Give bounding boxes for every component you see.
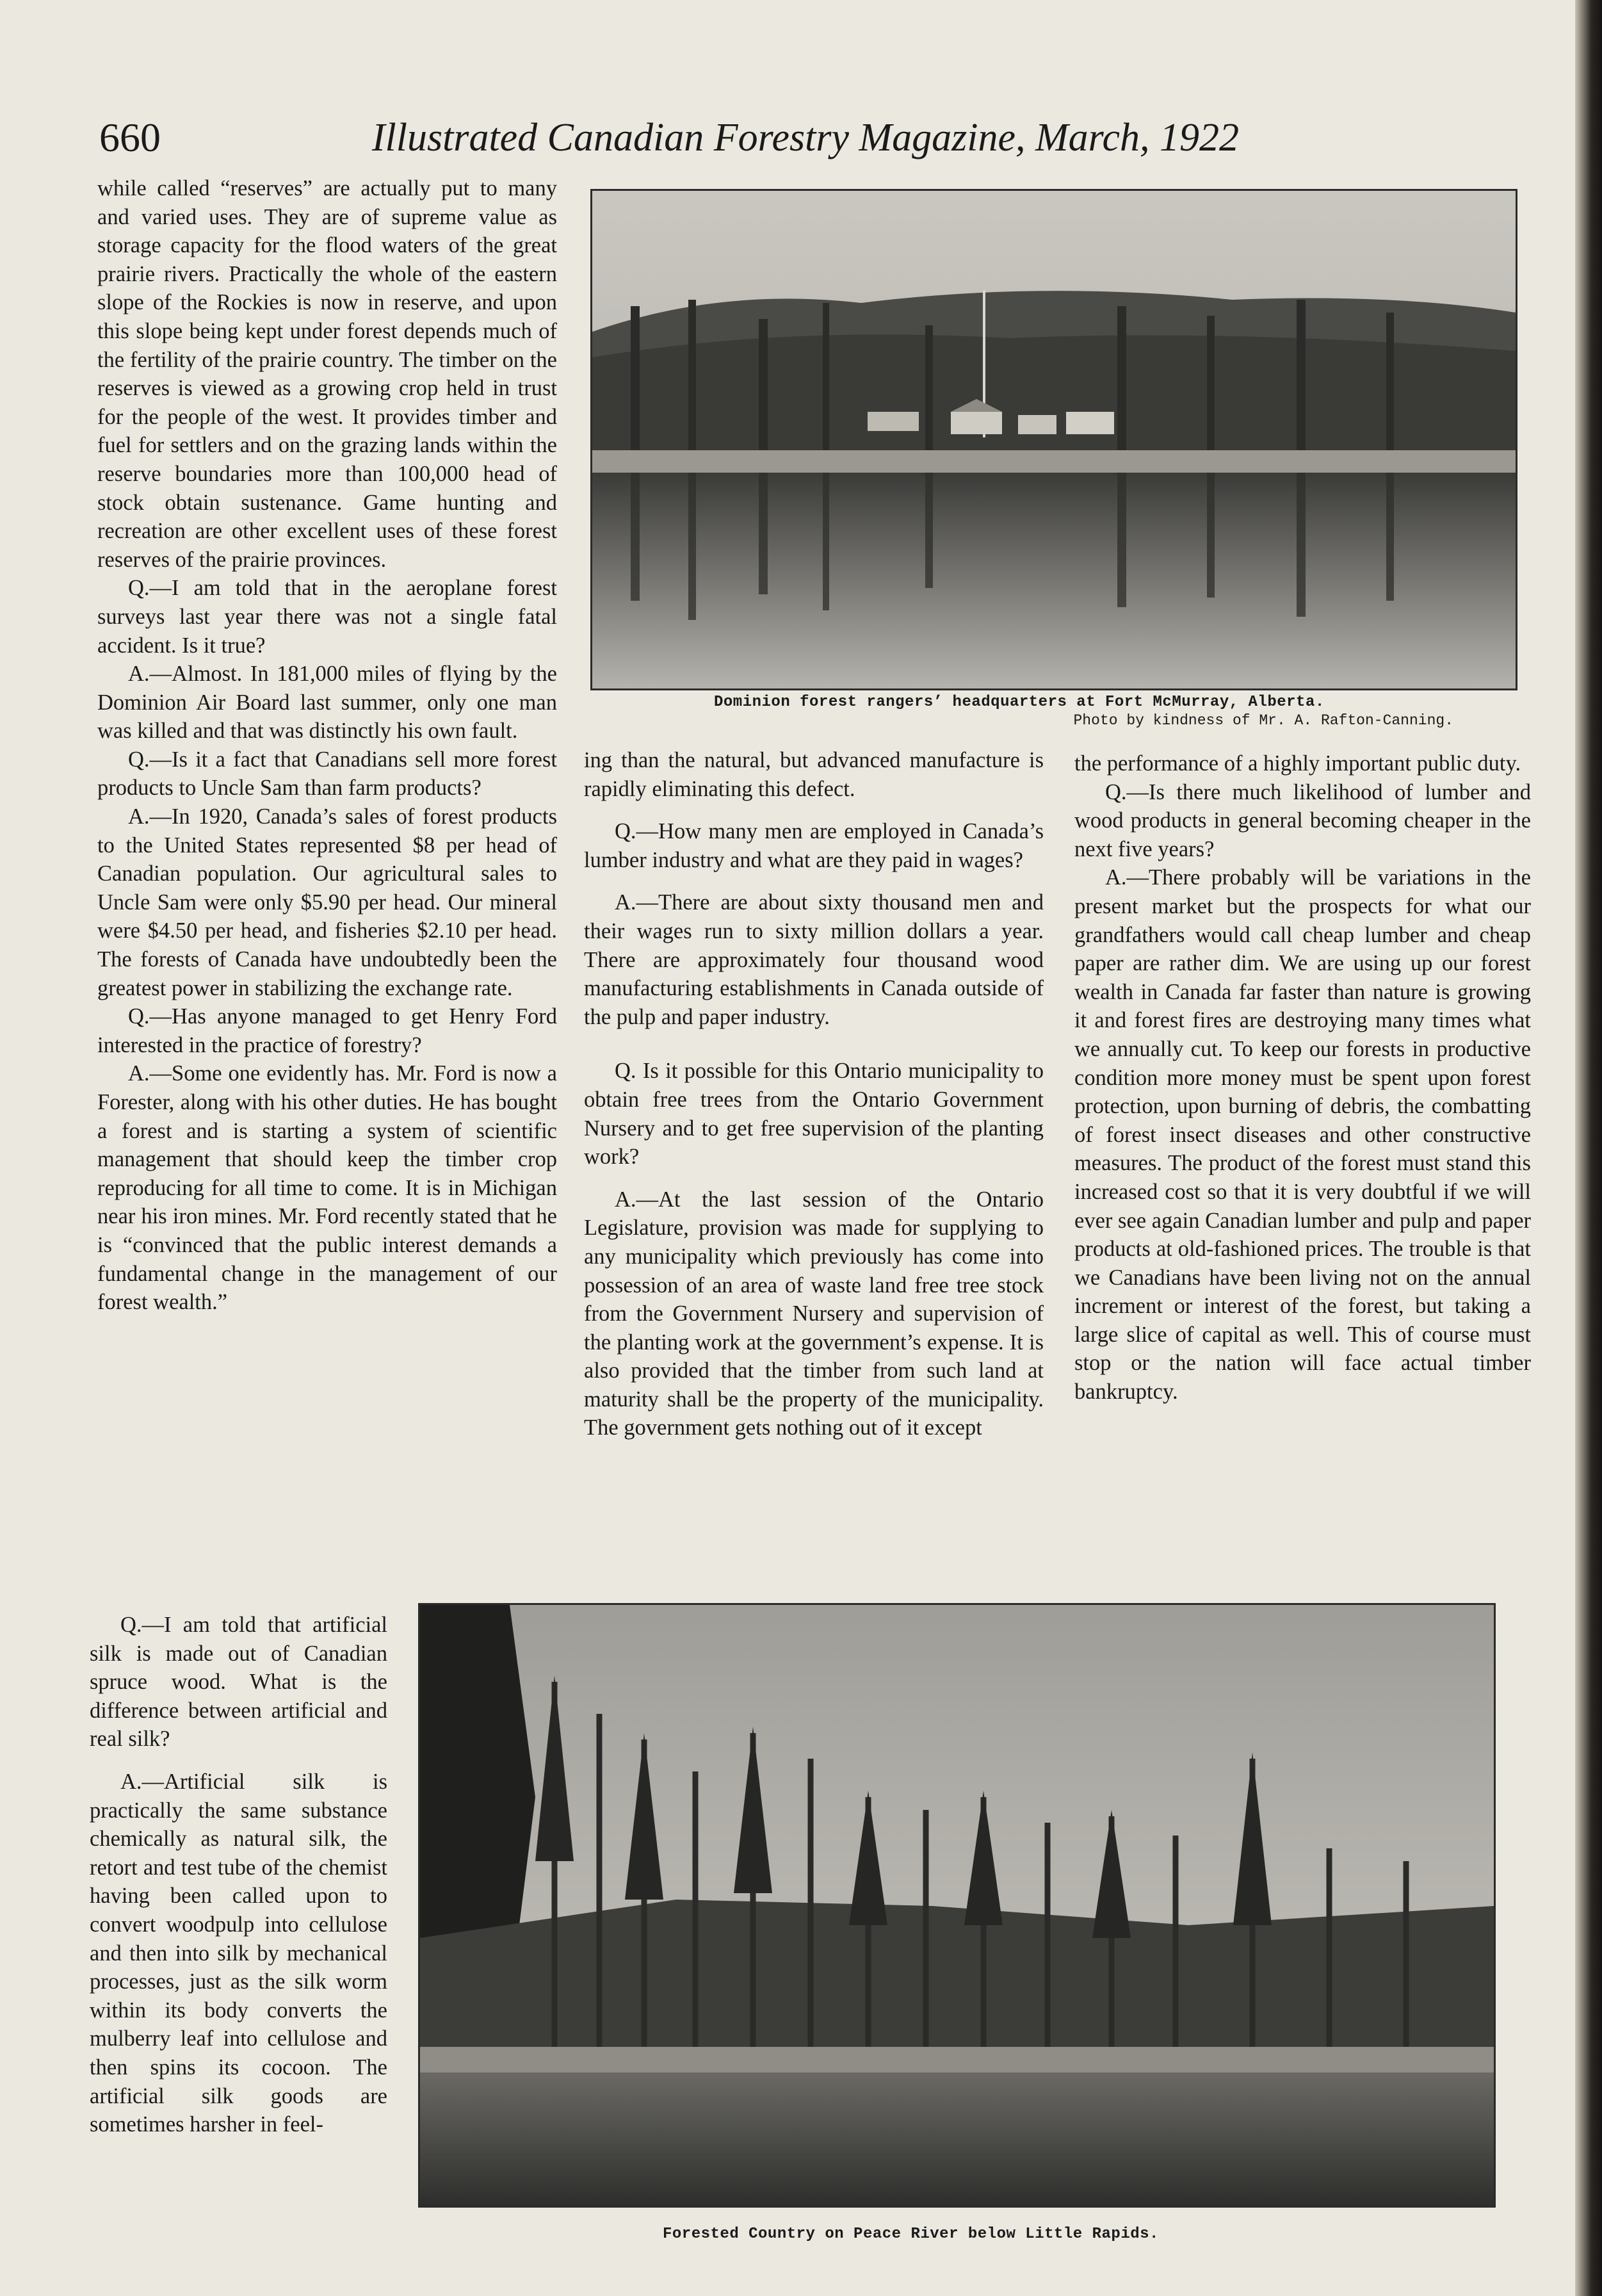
question: Q.—How many men are employed in Canada’s lumber industry and what are they paid in wages? bbox=[584, 819, 1044, 872]
answer: A.—Almost. In 181,000 miles of flying by the Dominion Air Board last summer, only one man was killed and that was distinctly his own fault. bbox=[97, 662, 557, 744]
answer: A.—In 1920, Canada’s sales of forest products to the United States represented $8 per head of Canadian population. Our agricultural sales to Uncle Sam were only $5.90 per head. Our mineral were $4.50 per head, and fisheries $2.10 per head. The forests of Canada have undoubtedly been the greatest power in stabilizing the exchange rate. bbox=[97, 804, 557, 1000]
running-head: Illustrated Canadian Forestry Magazine, March, 1922 bbox=[371, 116, 1239, 159]
question: Q.—Is there much likelihood of lumber and wood products in general becoming cheaper in the next five years? bbox=[1074, 779, 1531, 861]
page-header bbox=[99, 109, 1239, 167]
text-column-2 bbox=[584, 746, 1044, 1442]
question: Q. Is it possible for this Ontario municipality to obtain free trees from the Ontario Government Nursery and to get free supervision of the planting work? bbox=[584, 1059, 1044, 1169]
photo-caption: Dominion forest rangers’ headquarters at Fort McMurray, Alberta. bbox=[714, 694, 1325, 711]
photo-credit: Photo by kindness of Mr. A. Rafton-Canning. bbox=[1073, 712, 1453, 729]
photo-peace-river bbox=[418, 1603, 1496, 2208]
photo-ranger-headquarters bbox=[590, 189, 1517, 690]
question: Q.—I am told that artificial silk is made out of Canadian spruce wood. What is the difference between artificial and real silk? bbox=[90, 1613, 387, 1752]
text-column-3 bbox=[1074, 749, 1531, 1406]
paragraph: ing than the natural, but advanced manufacture is rapidly eliminating this defect. bbox=[584, 748, 1044, 801]
answer: A.—At the last session of the Ontario Legislature, provision was made for supplying to any municipality which previously has come into possession of an area of waste land free tree stock from the Government Nursery and supervision of the planting work at the government’s expense. It is also provided that the timber from such land at maturity shall be the property of the municipality. The government gets nothing out of it except bbox=[584, 1187, 1044, 1440]
question: Q.—Is it a fact that Canadians sell more forest products to Uncle Sam than farm products? bbox=[97, 747, 557, 801]
paragraph: while called “reserves” are actually put to many and varied uses. They are of supreme value as storage capacity for the flood waters of the great prairie rivers. Practically the whole of the eastern slope of the Rockies is now in reserve, and upon this slope being kept under forest depends much of the fertility of the prairie country. The timber on the reserves is viewed as a growing crop held in trust for the people of the west. It provides timber and fuel for settlers and on the grazing lands within the reserve boundaries more than 100,000 head of stock obtain sustenance. Game hunting and recreation are other excellent uses of these forest reserves of the prairie provinces. bbox=[97, 176, 557, 572]
binding-gutter bbox=[1575, 0, 1602, 2296]
answer: A.—There are about sixty thousand men and their wages run to sixty million dollars a year. There are approximately four thousand wood manufacturing establishments in Canada outside of the pulp and paper industry. bbox=[584, 890, 1044, 1029]
text-column-4 bbox=[90, 1611, 387, 2139]
question: Q.—I am told that in the aeroplane forest surveys last year there was not a single fatal accident. Is it true? bbox=[97, 576, 557, 658]
answer: A.—Some one evidently has. Mr. Ford is now a Forester, along with his other duties. He has bought a forest and is starting a system of scientific management that should keep the timber crop reproducing for all time to come. It is in Michigan near his iron mines. Mr. Ford recently stated that he is “convinced that the public interest demands a fundamental change in the management of our forest wealth.” bbox=[97, 1061, 557, 1315]
text-column-1 bbox=[97, 174, 557, 1317]
answer: A.—There probably will be variations in the present market but the prospects for what our grandfathers would call cheap lumber and cheap paper are rather dim. We are using up our forest wealth in Canada far faster than nature is growing it and forest fires are destroying many times what we annually cut. To keep our forests in productive condition more money must be spent upon forest protection, upon burning of debris, the combatting of forest insect diseases and other constructive measures. The product of the forest must stand this increased cost so that it is very doubtful if we will ever see again Canadian lumber and pulp and paper products at old-fashioned prices. The trouble is that we Canadians have been living not on the annual increment or interest of the forest, but taking a large slice of capital as well. This of course must stop or the nation will face actual timber bankruptcy. bbox=[1074, 865, 1531, 1404]
answer: A.—Artificial silk is practically the same substance chemically as natural silk, the retort and test tube of the chemist having been called upon to convert woodpulp into cellulose and then into silk by mechanical processes, just as the silk worm within its body converts the mulberry leaf into cellulose and then spins its cocoon. The artificial silk goods are sometimes harsher in feel- bbox=[90, 1769, 387, 2137]
photo-caption: Forested Country on Peace River below Little Rapids. bbox=[663, 2226, 1159, 2243]
paragraph: the performance of a highly important public duty. bbox=[1074, 751, 1521, 776]
page-number: 660 bbox=[99, 115, 161, 160]
question: Q.—Has anyone managed to get Henry Ford interested in the practice of forestry? bbox=[97, 1004, 557, 1057]
